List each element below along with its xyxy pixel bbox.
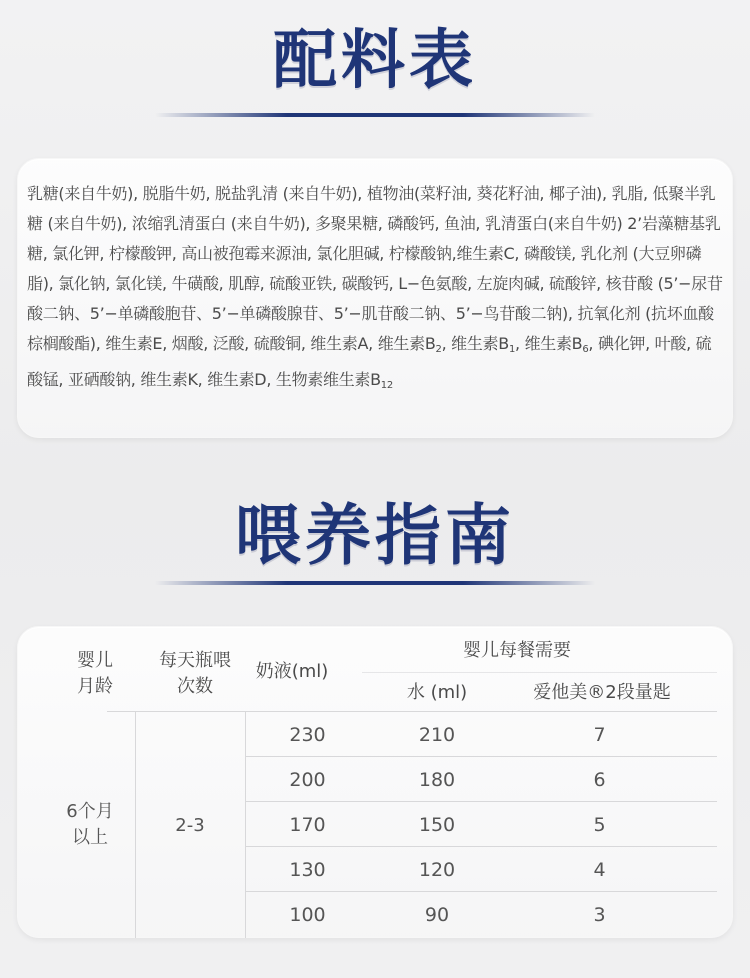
header-infant-age: 婴儿 月龄 — [77, 650, 113, 697]
subscript-b1: 1 — [508, 344, 515, 355]
scoops-cell: 4 — [593, 858, 606, 881]
ingredients-list-text — [27, 179, 727, 401]
header-water-ml: 水 (ml) — [406, 682, 468, 703]
milk-cell: 100 — [289, 903, 326, 926]
subscript-b6: 6 — [582, 344, 589, 355]
water-cell: 120 — [418, 858, 456, 881]
scoops-cell: 5 — [593, 813, 606, 836]
header-scoops: 爱他美®2段量匙 — [533, 682, 671, 703]
ingredients-title-underline — [155, 113, 595, 117]
milk-cell: 230 — [289, 723, 326, 746]
scoops-cell: 3 — [593, 903, 606, 926]
subscript-b2: 2 — [435, 344, 442, 355]
subscript-b12: 12 — [380, 380, 393, 391]
water-cell: 90 — [424, 903, 450, 926]
age-value-cell: 6个月 以上 — [66, 801, 114, 848]
feeding-table — [17, 626, 733, 938]
header-daily-feeds: 每天瓶喂 次数 — [159, 650, 231, 697]
feeding-guide-title: 喂养指南 — [235, 497, 515, 574]
ingredients-text-main: 乳糖(来自牛奶), 脱脂牛奶, 脱盐乳清 (来自牛奶), 植物油(菜籽油, 葵花籽油, 椰子油), 乳脂, 低聚半乳糖 (来自牛奶), 浓缩乳清蛋白 (来自牛奶), 多聚果糖, 磷酸钙, 鱼油, 乳清蛋白(来自牛奶) 2’岩藻糖基乳糖, 氯化钾, 柠檬酸钾, 高山被孢霉来源油, 氯化胆碱, 柠檬酸钠,维生素C, 磷酸镁, 乳化剂 (大豆卵磷脂), 氯化钠, 氯化镁, 牛磺酸, 肌醇, 硫酸亚铁, 碳酸钙, L−色氨酸, 左旋肉碱, 硫酸锌, 核苷酸 (5’−尿苷酸二钠、5’−单磷酸胞苷、5’−单磷酸腺苷、5’−肌苷酸二钠、5’−鸟苷酸二钠), 抗氧化剂 (抗坏血酸棕榈酸酯), 维生素E, 烟酸, 泛酸, 硫酸铜, 维生素A, 维生素B — [27, 184, 723, 353]
water-cell: 180 — [418, 768, 456, 791]
scoops-cell: 6 — [593, 768, 606, 791]
water-cell: 150 — [418, 813, 456, 836]
ingredients-title: 配料表 — [273, 24, 477, 98]
header-subdivider — [362, 672, 717, 673]
milk-cell: 200 — [289, 768, 326, 791]
milk-cell: 170 — [289, 813, 326, 836]
col-divider-1 — [135, 712, 136, 938]
times-value-cell: 2-3 — [175, 814, 205, 836]
ingredients-text-part2: , 维生素B — [441, 334, 509, 353]
feeding-title-underline — [155, 581, 595, 585]
milk-cell: 130 — [289, 858, 326, 881]
ingredients-card — [17, 158, 733, 438]
water-cell: 210 — [418, 723, 456, 746]
ingredients-text-part3: , 维生素B — [515, 334, 583, 353]
scoops-cell: 7 — [593, 723, 606, 746]
ingredients-text-part4: , 碘化钾, 叶酸, 硫酸锰, 亚硒酸钠, 维生素K, 维生素D, 生物素维生素B — [27, 334, 712, 389]
header-per-meal: 婴儿每餐需要 — [463, 640, 571, 661]
header-milk-ml: 奶液(ml) — [255, 661, 329, 682]
